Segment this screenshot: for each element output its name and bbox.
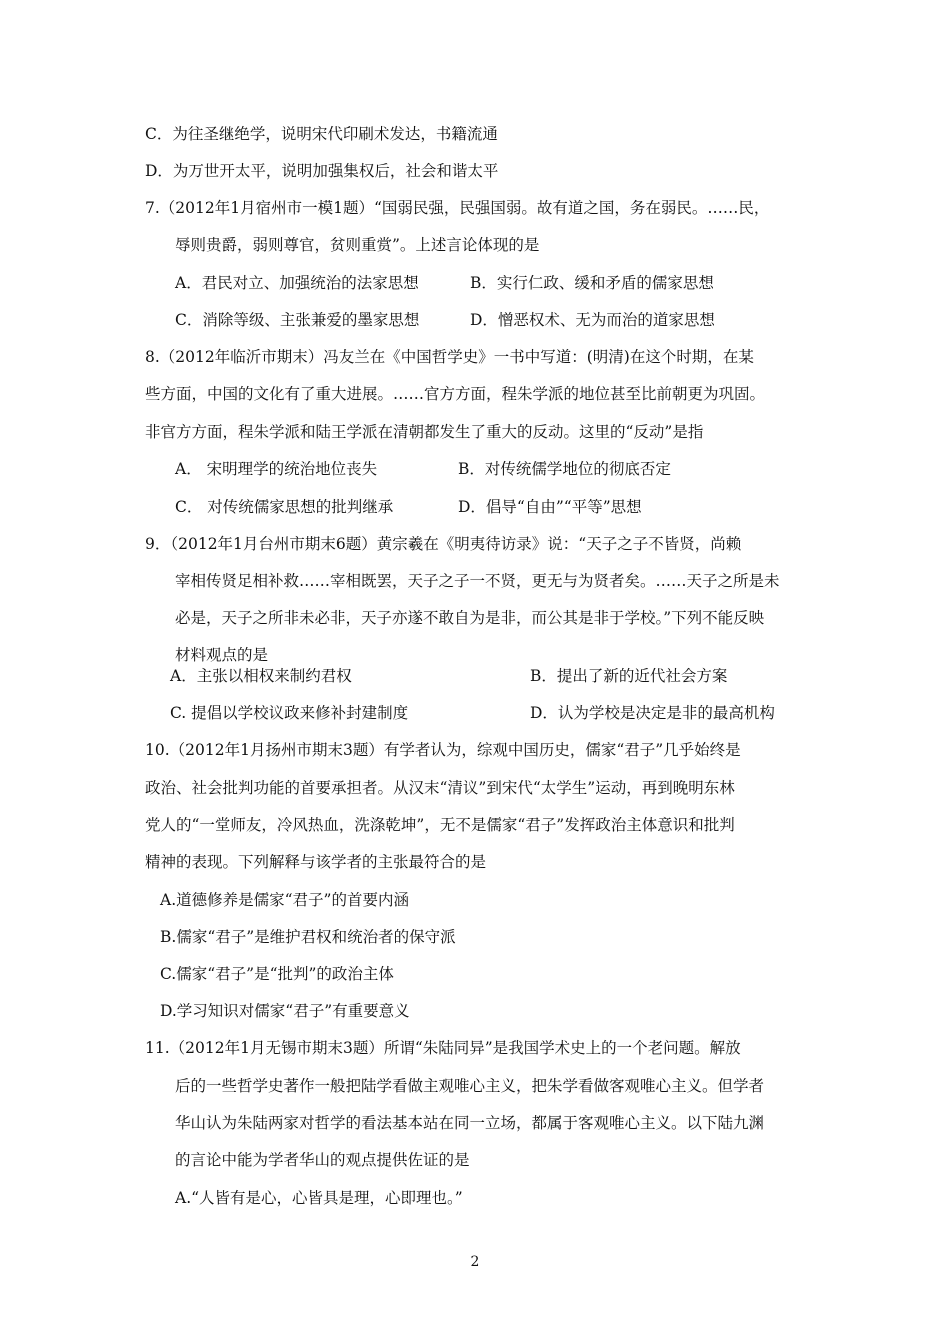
q11-stem-line-3: 华山认为朱陆两家对哲学的看法基本站在同一立场，都属于客观唯心主义。以下陆九渊 (175, 1114, 765, 1132)
q8-option-c: C． 对传统儒家思想的批判继承 (175, 498, 394, 516)
q10-stem-line-1: 10.（2012年1月扬州市期末3题）有学者认为，综观中国历史，儒家“君子”几乎始终是 (145, 741, 741, 759)
q8-option-b: B．对传统儒学地位的彻底否定 (458, 460, 671, 478)
q7-option-a: A．君民对立、加强统治的法家思想 (175, 274, 419, 292)
q9-stem-line-1: 9．（2012年1月台州市期末6题）黄宗羲在《明夷待访录》说：“天子之子不皆贤，尚赖 (145, 535, 742, 553)
q10-option-d: D.学习知识对儒家“君子”有重要意义 (160, 1002, 410, 1020)
q8-stem-line-2: 些方面，中国的文化有了重大进展。……官方方面，程朱学派的地位甚至比前朝更为巩固。 (145, 385, 766, 403)
q7-option-b: B．实行仁政、缓和矛盾的儒家思想 (470, 274, 714, 292)
q8-stem-line-3: 非官方方面，程朱学派和陆王学派在清朝都发生了重大的反动。这里的“反动”是指 (145, 423, 704, 441)
q10-option-b: B.儒家“君子”是维护君权和统治者的保守派 (160, 928, 456, 946)
q9-stem-line-2: 宰相传贤足相补救……宰相既罢，天子之子一不贤，更无与为贤者矣。……天子之所是未 (175, 572, 780, 590)
q9-option-a: A．主张以相权来制约君权 (170, 667, 352, 685)
prev-option-c: C．为往圣继绝学，说明宋代印刷术发达，书籍流通 (145, 125, 498, 143)
q11-option-a: A.“人皆有是心，心皆具是理，心即理也。” (175, 1189, 463, 1207)
q8-option-a: A． 宋明理学的统治地位丧失 (175, 460, 378, 478)
q11-stem-line-4: 的言论中能为学者华山的观点提供佐证的是 (175, 1151, 470, 1169)
q9-stem-line-3: 必是，天子之所非未必非，天子亦遂不敢自为是非，而公其是非于学校。”下列不能反映 (175, 609, 765, 627)
q7-stem-line-2: 辱则贵爵，弱则尊官，贫则重赏”。上述言论体现的是 (175, 236, 540, 254)
q10-option-a: A.道德修养是儒家“君子”的首要内涵 (160, 891, 409, 909)
q9-stem-line-4: 材料观点的是 (175, 646, 269, 664)
q8-option-d: D．倡导“自由”“平等”思想 (458, 498, 642, 516)
q10-option-c: C.儒家“君子”是“批判”的政治主体 (160, 965, 394, 983)
page-number: 2 (470, 1254, 480, 1270)
q8-stem-line-1: 8.（2012年临沂市期末）冯友兰在《中国哲学史》一书中写道：(明清)在这个时期，在某 (145, 348, 754, 366)
q10-stem-line-2: 政治、社会批判功能的首要承担者。从汉末“清议”到宋代“太学生”运动，再到晚明东林 (145, 779, 735, 797)
q7-option-d: D．憎恶权术、无为而治的道家思想 (470, 311, 715, 329)
prev-option-d: D．为万世开太平，说明加强集权后，社会和谐太平 (145, 162, 499, 180)
q9-option-c: C. 提倡以学校议政来修补封建制度 (170, 704, 409, 722)
q10-stem-line-3: 党人的“一堂师友，冷风热血，洗涤乾坤”，无不是儒家“君子”发挥政治主体意识和批判 (145, 816, 735, 834)
q10-stem-line-4: 精神的表现。下列解释与该学者的主张最符合的是 (145, 853, 487, 871)
q7-stem-line-1: 7.（2012年1月宿州市一模1题）“国弱民强，民强国弱。故有道之国，务在弱民。……民， (145, 199, 770, 217)
q7-option-c: C．消除等级、主张兼爱的墨家思想 (175, 311, 420, 329)
q11-stem-line-2: 后的一些哲学史著作一般把陆学看做主观唯心主义，把朱学看做客观唯心主义。但学者 (175, 1077, 765, 1095)
q9-option-d: D．认为学校是决定是非的最高机构 (530, 704, 775, 722)
q11-stem-line-1: 11.（2012年1月无锡市期末3题）所谓“朱陆同异”是我国学术史上的一个老问题。解放 (145, 1039, 741, 1057)
q9-option-b: B．提出了新的近代社会方案 (530, 667, 728, 685)
